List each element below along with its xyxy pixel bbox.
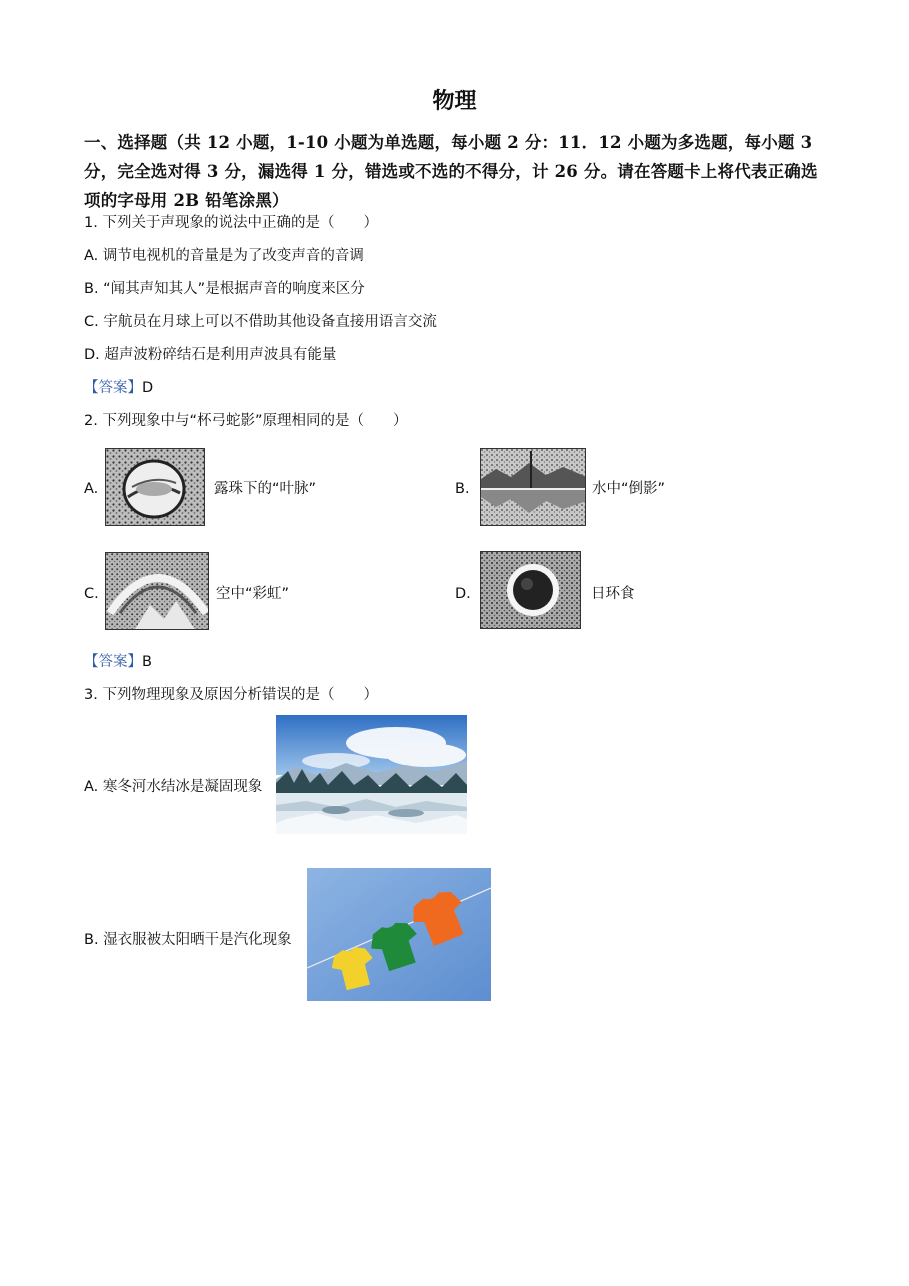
- question-3-stem: 3. 下列物理现象及原因分析错误的是（ ）: [84, 687, 378, 703]
- question-1-stem: 1. 下列关于声现象的说法中正确的是（ ）: [84, 215, 378, 231]
- question-2-stem: 2. 下列现象中与“杯弓蛇影”原理相同的是（ ）: [84, 413, 408, 429]
- q2-option-c-text: 空中“彩虹”: [216, 586, 290, 602]
- q2-option-b-text: 水中“倒影”: [592, 481, 666, 497]
- q3-option-a-text: A. 寒冬河水结冰是凝固现象: [84, 779, 263, 795]
- answer-label: 【答案】: [84, 380, 142, 396]
- q2-option-a-text: 露珠下的“叶脉”: [214, 481, 317, 497]
- annular-eclipse-image: [480, 551, 581, 629]
- clothes-drying-photo: [307, 868, 491, 1001]
- answer-value: D: [142, 380, 154, 396]
- question-1-option-a: A. 调节电视机的音量是为了改变声音的音调: [84, 248, 364, 264]
- rainbow-image: [105, 552, 209, 630]
- question-1-option-d: D. 超声波粉碎结石是利用声波具有能量: [84, 347, 337, 363]
- frozen-river-photo: [276, 715, 467, 834]
- water-reflection-image: [480, 448, 586, 526]
- answer-value: B: [142, 654, 152, 670]
- dewdrop-leaf-image: [105, 448, 205, 526]
- q2-option-d-letter: D.: [455, 586, 471, 602]
- q2-option-d-text: 日环食: [591, 586, 635, 602]
- question-1-option-b: B. “闻其声知其人”是根据声音的响度来区分: [84, 281, 365, 297]
- q2-option-a-letter: A.: [84, 481, 99, 497]
- question-2-answer: [84, 652, 152, 672]
- question-1-option-c: C. 宇航员在月球上可以不借助其他设备直接用语言交流: [84, 314, 437, 330]
- q3-option-b-text: B. 湿衣服被太阳晒干是汽化现象: [84, 932, 292, 948]
- q2-option-c-letter: C.: [84, 586, 99, 602]
- q2-option-b-letter: B.: [455, 481, 470, 497]
- question-1-answer: [84, 378, 153, 398]
- page-title: 物理: [432, 88, 477, 114]
- answer-label: 【答案】: [84, 654, 142, 670]
- section-heading: 一、选择题（共 12 小题，1-10 小题为单选题，每小题 2 分：11．12 小题为多选题，每小题 3 分，完全选对得 3 分，漏选得 1 分，错选或不选的不得分，计 26 分。请在答题卡上将代表正确选项的字母用 2B 铅笔涂黑）: [84, 133, 818, 210]
